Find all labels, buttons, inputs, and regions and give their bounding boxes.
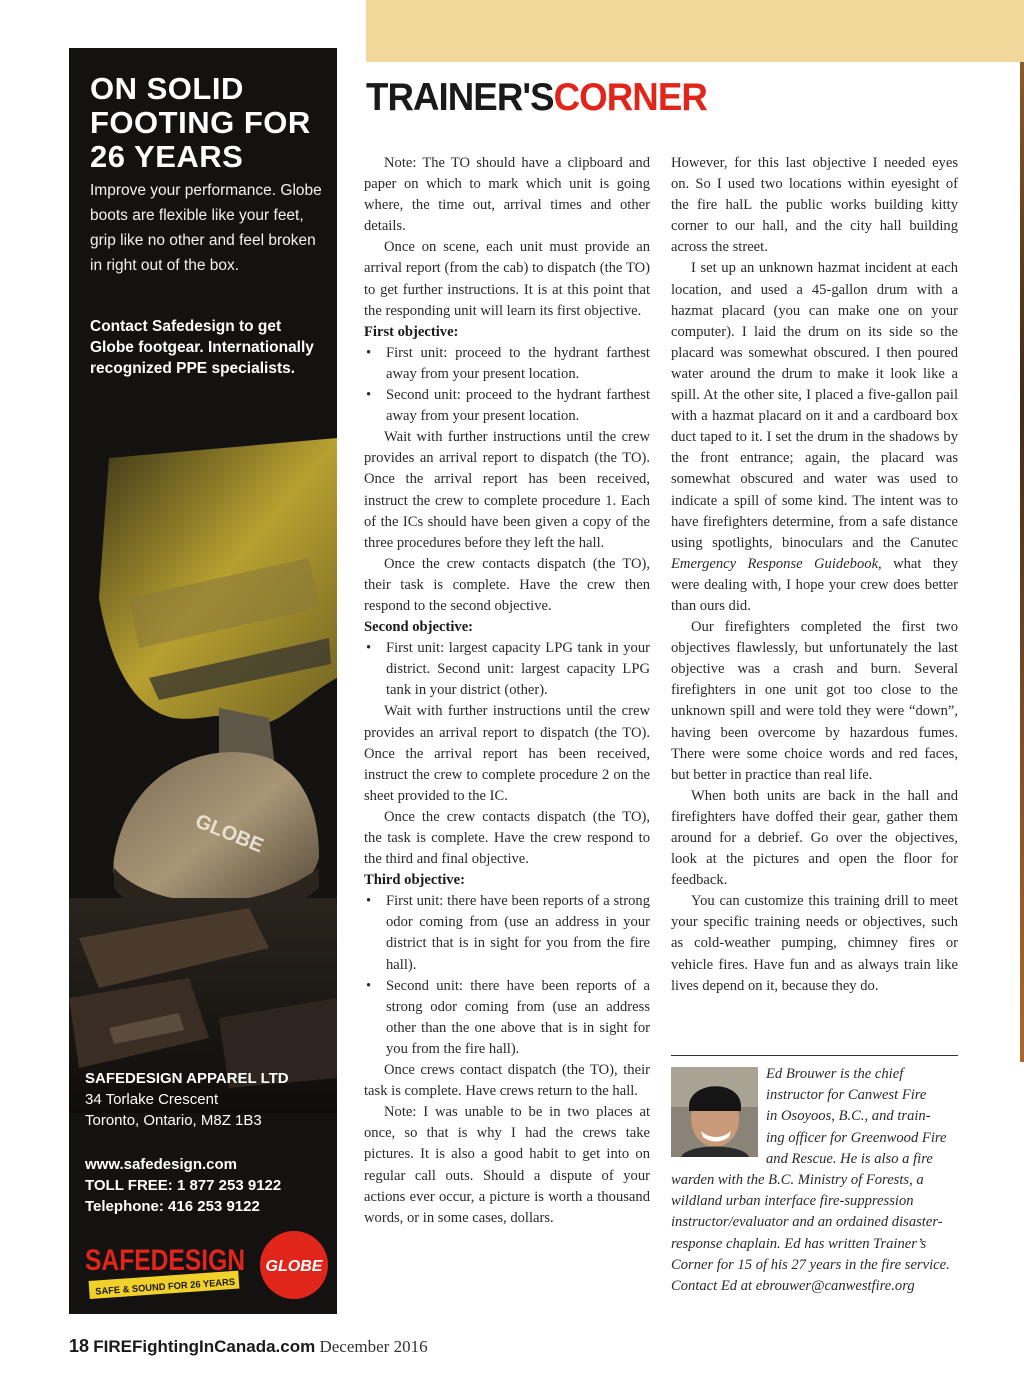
bullet-list xyxy=(364,343,650,427)
ad-body-text: Improve your performance. Globe boots are flexible like your feet, grip like no other and feel broken in right out of the box. xyxy=(90,182,322,274)
globe-boots-advertisement[interactable] xyxy=(69,48,337,1314)
publication-site[interactable]: FIREFightingInCanada.com xyxy=(93,1337,316,1356)
ad-headline: ON SOLID FOOTING FOR 26 YEARS xyxy=(90,71,311,174)
paragraph: Once crews contact dispatch (the TO), their task is complete. Have crews return to the hall. xyxy=(364,1062,650,1100)
svg-text:GLOBE: GLOBE xyxy=(265,1258,323,1275)
paragraph: I set up an unknown hazmat incident at each location, and used a 45-gallon drum with a hazmat placard (you can make one on your computer). I laid the drum on its side so the placard was somewhat obscured. I then poured water around the drum to make it look like a spill. At the other site, I placed a five-gallon pail with a hazmat placard on it and a cardboard box duct taped to it. I set the drum in the shadows by the front entrance; again, the placard was somewhat obscured and water was used to indicate a spill of some kind. The intent was to have firefighters determine, from a safe distance using spotlights, binoculars and the Canutec Emergency Response Guidebook, what they were dealing with, I hope your crew does better than ours did. xyxy=(671,260,958,614)
header-color-bar xyxy=(366,0,1024,62)
svg-text:SAFEDESIGN: SAFEDESIGN xyxy=(85,1244,245,1277)
article-column-1 xyxy=(364,153,650,1229)
ad-contact-info: www.safedesign.com TOLL FREE: 1 877 253 9122 Telephone: 416 253 9122 xyxy=(85,1156,282,1215)
list-item: • First unit: there have been reports of a strong odor coming from (use an address in your district that is in sight for you from the fire hall). xyxy=(364,891,650,975)
paragraph: Note: The TO should have a clipboard and paper on which to mark which unit is going where, the time out, arrival times and other details. xyxy=(364,155,650,235)
ad-website-link[interactable]: www.safedesign.com xyxy=(85,1156,237,1173)
bio-divider xyxy=(671,1055,958,1056)
paragraph: Once the crew contacts dispatch (the TO), their task is complete. Have the crew then respond to the second objective. xyxy=(364,555,650,614)
paragraph: You can customize this training drill to meet your specific training needs or objectives, such as cold-weather pumping, chimney fires or vehicle fires. Have fun and as always train like lives depend on it, because they do. xyxy=(671,893,958,994)
article-column-2 xyxy=(671,153,958,997)
author-bio: Ed Brouwer is the chief instructor for Canwest Fire in Osoyoos, B.C., and train- ing officer for Greenwood Fire and Rescue. He is also a fire warden with the B.C. Ministry of Forests, a wildland urban interface fire-suppression instructor/evaluator and an ordained disaster-response chaplain. Ed has written Trainer’s Corner for 15 of his 27 years in the fire service. Contact Ed at ebrouwer@canwestfire.org xyxy=(671,1066,950,1295)
page-number: 18 xyxy=(69,1336,90,1356)
list-item: • First unit: largest capacity LPG tank in your district. Second unit: largest capacity LPG tank in your district (other). xyxy=(364,638,650,701)
svg-text:SAFE & SOUND FOR 26 YEARS: SAFE & SOUND FOR 26 YEARS xyxy=(94,1276,239,1298)
adjacent-page-edge xyxy=(1020,62,1024,1062)
paragraph: Note: I was unable to be in two places at once, so that is why I had the crews take pictures. It is also a good habit to get into on regular call outs. Should a dispute of your actions ever occur, a picture is worth a thousand words, or in some cases, dollars. xyxy=(364,1104,650,1226)
paragraph: Wait with further instructions until the crew provides an arrival report to dispatch (the TO). Once the arrival report has been received, instruct the crew to complete procedure 1. Each of the ICs should have been given a copy of the three procedures before they left the hall. xyxy=(364,429,650,551)
boot-photo xyxy=(69,438,337,1113)
list-item: • Second unit: proceed to the hydrant farthest away from your present location. xyxy=(364,385,650,427)
page-footer xyxy=(69,1336,428,1357)
section-title: TRAINER'SCORNER xyxy=(366,76,707,119)
paragraph: Once on scene, each unit must provide an arrival report (from the cab) to dispatch (the TO) to get further instructions. It is at this point that the responding unit will learn its first objective. xyxy=(364,239,650,319)
paragraph: Our firefighters completed the first two objectives flawlessly, but unfortunately the last objective was a crash and burn. Several firefighters in one unit got too close to the unknown spill and were told they were “down”, having been overcome by hazardous fumes. There were some choice words and red faces, but better in practice than real life. xyxy=(671,619,958,783)
safedesign-logo xyxy=(81,1238,251,1300)
list-item: • Second unit: there have been reports of a strong odor coming from (use an address other than the one above that is in sight for you from the fire hall). xyxy=(364,976,650,1060)
subheading-third-objective: Third objective: xyxy=(364,872,465,889)
ad-company-address: SAFEDESIGN APPAREL LTD 34 Torlake Crescent Toronto, Ontario, M8Z 1B3 xyxy=(85,1070,289,1129)
paragraph: Wait with further instructions until the crew provides an arrival report to dispatch (the TO). Once the arrival report has been received, instruct the crew to complete procedure 2 on the sheet provided to the IC. xyxy=(364,703,650,804)
bullet-list xyxy=(364,891,650,1060)
ad-contact-text: Contact Safedesign to get Globe footgear. Internationally recognized PPE specialists. xyxy=(90,318,314,377)
globe-logo xyxy=(259,1230,329,1300)
boot-brand-label: GLOBE xyxy=(192,810,267,858)
issue-date: December 2016 xyxy=(319,1337,428,1356)
list-item: • First unit: proceed to the hydrant farthest away from your present location. xyxy=(364,343,650,385)
guidebook-title: Emergency Response Guidebook xyxy=(671,555,879,572)
bullet-list xyxy=(364,638,650,701)
subheading-first-objective: First objective: xyxy=(364,323,459,340)
paragraph: However, for this last objective I needed eyes on. So I used two locations within eyesight of the fire halL the public works building kitty corner to our hall, and the city hall building across the street. xyxy=(671,155,958,256)
subheading-second-objective: Second objective: xyxy=(364,619,474,636)
paragraph: When both units are back in the hall and firefighters have doffed their gear, gather them around for a debrief. Go over the objectives, look at the pictures and open the floor for feedback. xyxy=(671,787,958,889)
paragraph: Once the crew contacts dispatch (the TO), the task is complete. Have the crew respond to the third and final objective. xyxy=(364,808,650,868)
